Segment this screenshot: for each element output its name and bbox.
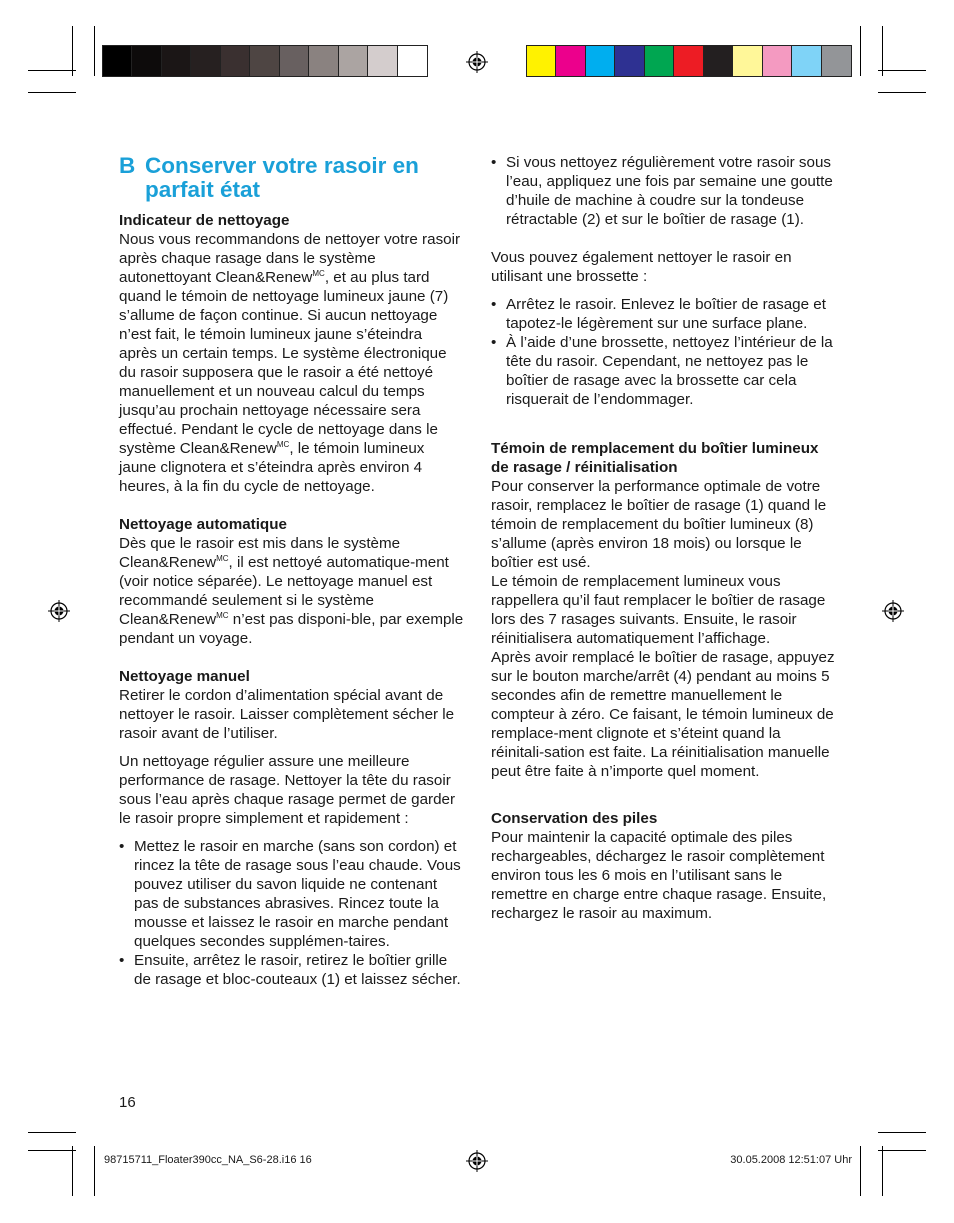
left-column <box>119 154 464 989</box>
color-swatch <box>645 46 674 76</box>
replacement-paragraph-3: Après avoir remplacé le boîtier de rasage, appuyez sur le bouton marche/arrêt (4) pendant au moins 5 secondes afin de remettre manuellement le compteur à zéro. Ce faisant, le témoin lumineux de remplace-ment clignote et s’éteint quand la réinitali-sation est faite. La réinitialisation manuelle peut être faite à n’importe quel moment. <box>491 649 835 780</box>
auto-cleaning-paragraph: Dès que le rasoir est mis dans le système Clean&Renew$^{MC}$, il est nettoyé automatique-ment (voir notice séparée). Le nettoyage manuel est recommandé seulement si le système Clean&Renew$^{MC}$ n’est pas disponi-ble, par exemple pendant un voyage. <box>119 535 464 647</box>
crop-mark <box>882 1146 883 1196</box>
process-color-bar <box>526 45 852 77</box>
registration-mark-icon <box>466 51 488 73</box>
crop-mark <box>28 1150 76 1151</box>
manual-cleaning-paragraph-2: Un nettoyage régulier assure une meilleure performance de rasage. Nettoyer la tête du rasoir sous l’eau après chaque rasage permet de garder le rasoir propre simplement et rapidement : <box>119 753 456 827</box>
crop-mark <box>878 92 926 93</box>
color-swatch <box>250 46 279 76</box>
color-swatch <box>309 46 338 76</box>
crop-mark <box>860 1146 861 1196</box>
list-item: • Ensuite, arrêtez le rasoir, retirez le boîtier grille de rasage et bloc-couteaux (1) et laissez sécher. <box>119 952 461 988</box>
crop-mark <box>94 26 95 76</box>
battery-paragraph: Pour maintenir la capacité optimale des piles rechargeables, déchargez le rasoir complètement environ tous les 6 mois en l’utilisant sans le remettre en charge entre chaque rasage. Ensuite, rechargez le rasoir au maximum. <box>491 829 827 922</box>
color-swatch <box>132 46 161 76</box>
indicator-heading: Indicateur de nettoyage <box>119 212 290 229</box>
manual-cleaning-list <box>119 837 464 989</box>
crop-mark <box>94 1146 95 1196</box>
color-swatch <box>191 46 220 76</box>
crop-mark <box>28 92 76 93</box>
crop-mark <box>882 26 883 76</box>
section-heading <box>119 154 464 202</box>
color-swatch <box>221 46 250 76</box>
color-swatch <box>398 46 427 76</box>
color-swatch <box>280 46 309 76</box>
footer-filename: 98715711_Floater390cc_NA_S6-28.i16 16 <box>104 1154 312 1166</box>
color-swatch <box>704 46 733 76</box>
crop-mark <box>878 1132 926 1133</box>
registration-mark-icon <box>466 1150 488 1172</box>
manual-cleaning-heading: Nettoyage manuel <box>119 668 250 685</box>
color-swatch <box>792 46 821 76</box>
indicator-paragraph: Nous vous recommandons de nettoyer votre rasoir après chaque rasage dans le système autonettoyant Clean&Renew$^{MC}$, et au plus tard quand le témoin de nettoyage lumineux jaune (7) s’allume de façon continue. Si aucun nettoyage n’est fait, le témoin lumineux jaune s’éteindra après un certain temps. Le système électronique du rasoir supposera que le rasoir a été nettoyé manuellement et un nouveau calcul du temps jusqu’au prochain nettoyage nécessaire sera effectué. Pendant le cycle de nettoyage dans le système Clean&Renew$^{MC}$, le témoin lumineux jaune clignotera et s’éteindra après environ 4 heures, à la fin du cycle de nettoyage. <box>119 231 461 495</box>
color-swatch <box>586 46 615 76</box>
battery-heading: Conservation des piles <box>491 810 658 827</box>
list-item: • Si vous nettoyez régulièrement votre rasoir sous l’eau, appliquez une fois par semaine une goutte d’huile de machine à coudre sur la tondeuse rétractable (2) et sur le boîtier de rasage (1). <box>491 154 833 228</box>
brush-list <box>491 295 836 409</box>
color-swatch <box>368 46 397 76</box>
brush-intro: Vous pouvez également nettoyer le rasoir en utilisant une brossette : <box>491 249 792 285</box>
color-swatch <box>733 46 762 76</box>
crop-mark <box>28 1132 76 1133</box>
footer-datetime: 30.05.2008 12:51:07 Uhr <box>730 1154 852 1166</box>
color-swatch <box>674 46 703 76</box>
crop-mark <box>72 26 73 76</box>
grayscale-color-bar <box>102 45 428 77</box>
crop-mark <box>28 70 76 71</box>
color-swatch <box>339 46 368 76</box>
crop-mark <box>878 1150 926 1151</box>
color-swatch <box>763 46 792 76</box>
crop-mark <box>860 26 861 76</box>
color-swatch <box>556 46 585 76</box>
color-swatch <box>103 46 132 76</box>
list-item: • À l’aide d’une brossette, nettoyez l’intérieur de la tête du rasoir. Cependant, ne nettoyez pas le boîtier de rasage avec la brossette car cela risquerait de l’endommager. <box>491 334 833 408</box>
color-swatch <box>162 46 191 76</box>
crop-mark <box>878 70 926 71</box>
replacement-heading: Témoin de remplacement du boîtier lumineux de rasage / réinitialisation <box>491 440 819 476</box>
color-swatch <box>527 46 556 76</box>
crop-mark <box>72 1146 73 1196</box>
color-swatch <box>822 46 851 76</box>
section-letter: B <box>119 153 136 178</box>
oil-list <box>491 153 836 229</box>
replacement-paragraph-1: Pour conserver la performance optimale de votre rasoir, remplacez le boîtier de rasage (1) quand le témoin de remplacement du boîtier lumineux (8) s’allume (après environ 18 mois) ou lorsque le boîtier est usé. <box>491 478 827 571</box>
manual-cleaning-paragraph: Retirer le cordon d’alimentation spécial avant de nettoyer le rasoir. Laisser complètement sécher le rasoir avant de l’utiliser. <box>119 687 455 742</box>
auto-cleaning-heading: Nettoyage automatique <box>119 516 287 533</box>
registration-mark-icon <box>48 600 70 622</box>
list-item: • Mettez le rasoir en marche (sans son cordon) et rincez la tête de rasage sous l’eau chaude. Vous pouvez utiliser du savon liquide ne contenant pas de substances abrasives. Rincez toute la mousse et laissez le rasoir en marche pendant quelques secondes supplémen-taires. <box>119 838 461 950</box>
page-number: 16 <box>119 1094 136 1111</box>
list-item: • Arrêtez le rasoir. Enlevez le boîtier de rasage et tapotez-le légèrement sur une surface plane. <box>491 296 826 332</box>
replacement-paragraph-2: Le témoin de remplacement lumineux vous rappellera qu’il faut remplacer le boîtier de rasage lors des 7 rasages suivants. Ensuite, le rasoir réinitialisera automatiquement l’affichage. <box>491 573 826 647</box>
section-title: Conserver votre rasoir en parfait état <box>145 153 419 202</box>
right-column <box>491 153 836 923</box>
registration-mark-icon <box>882 600 904 622</box>
color-swatch <box>615 46 644 76</box>
